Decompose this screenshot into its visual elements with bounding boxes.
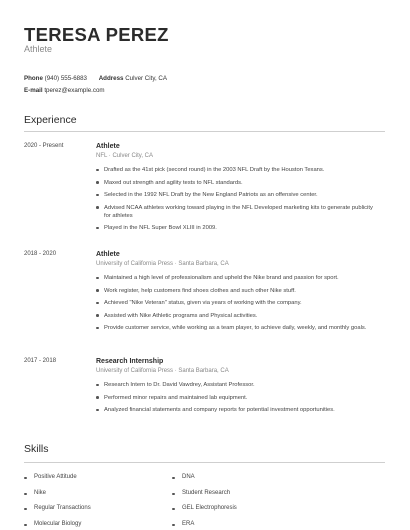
list-item: Provide customer service, while working as a team player, to achieve daily, weekly, and monthly goals. (96, 324, 381, 332)
list-item: Maxed out strength and agility tests to NFL standards. (96, 179, 381, 187)
list-item: Analyzed financial statements and company reports for potential investment opportunities. (96, 406, 381, 414)
skills-heading: Skills (24, 443, 49, 455)
job-organization: University of California Press · Santa Barbara, CA (96, 368, 229, 374)
job-title: Athlete (96, 251, 120, 258)
skill-item: Nike (24, 490, 46, 496)
address-label: Address (98, 75, 124, 82)
skill-item: ERA (172, 521, 194, 527)
job-title: Athlete (96, 143, 120, 150)
experience-heading: Experience (24, 114, 77, 126)
list-item: Played in the NFL Super Bowl XLIII in 2009. (96, 224, 381, 232)
skill-item: DNA (172, 474, 195, 480)
list-item: Achieved "Nike Veteran" status, given via years of working with the company. (96, 299, 381, 307)
list-item: Maintained a high level of professionalism and upheld the Nike brand and passion for sport. (96, 274, 381, 282)
list-item: Work register, help customers find shoes clothes and such other Nike stuff. (96, 287, 381, 295)
skill-item: Positive Attitude (24, 474, 77, 480)
list-item: Advised NCAA athletes working toward playing in the NFL Developed marketing kits to generate publicity for athletes (96, 204, 381, 220)
job-organization: University of California Press · Santa Barbara, CA (96, 261, 229, 267)
phone-label: Phone (24, 75, 43, 82)
skill-item: Student Research (172, 490, 230, 496)
job-organization: NFL · Culver City, CA (96, 153, 154, 159)
entry-dates: 2018 - 2020 (24, 251, 57, 257)
address-value: Culver City, CA (125, 75, 168, 82)
list-item: Assisted with Nike Athletic programs and Physical activities. (96, 312, 381, 320)
skill-item: GEL Electrophoresis (172, 505, 237, 511)
phone-value: (940) 555-6883 (44, 75, 87, 82)
list-item: Selected in the 1992 NFL Draft by the New England Patriots as an offensive center. (96, 191, 381, 199)
contact-line-2 (24, 87, 105, 94)
candidate-name: TERESA PEREZ (24, 24, 169, 45)
skills-divider (24, 462, 385, 463)
contact-line-1 (24, 75, 167, 82)
entry-dates: 2017 - 2018 (24, 358, 57, 364)
list-item: Performed minor repairs and maintained lab equipment. (96, 394, 381, 402)
candidate-title: Athlete (24, 44, 53, 54)
job-bullets (96, 274, 381, 332)
job-bullets (96, 381, 381, 414)
list-item: Research Intern to Dr. David Vawdrey, Assistant Professor. (96, 381, 381, 389)
email-label: E-mail (24, 87, 43, 94)
job-title: Research Internship (96, 358, 164, 365)
skill-item: Regular Transactions (24, 505, 91, 511)
list-item: Drafted as the 41st pick (second round) in the 2003 NFL Draft by the Houston Texans. (96, 166, 381, 174)
skill-item: Molecular Biology (24, 521, 81, 527)
experience-divider (24, 131, 385, 132)
entry-dates: 2020 - Present (24, 143, 64, 149)
job-bullets (96, 166, 381, 232)
email-value: tperez@example.com (44, 87, 105, 94)
